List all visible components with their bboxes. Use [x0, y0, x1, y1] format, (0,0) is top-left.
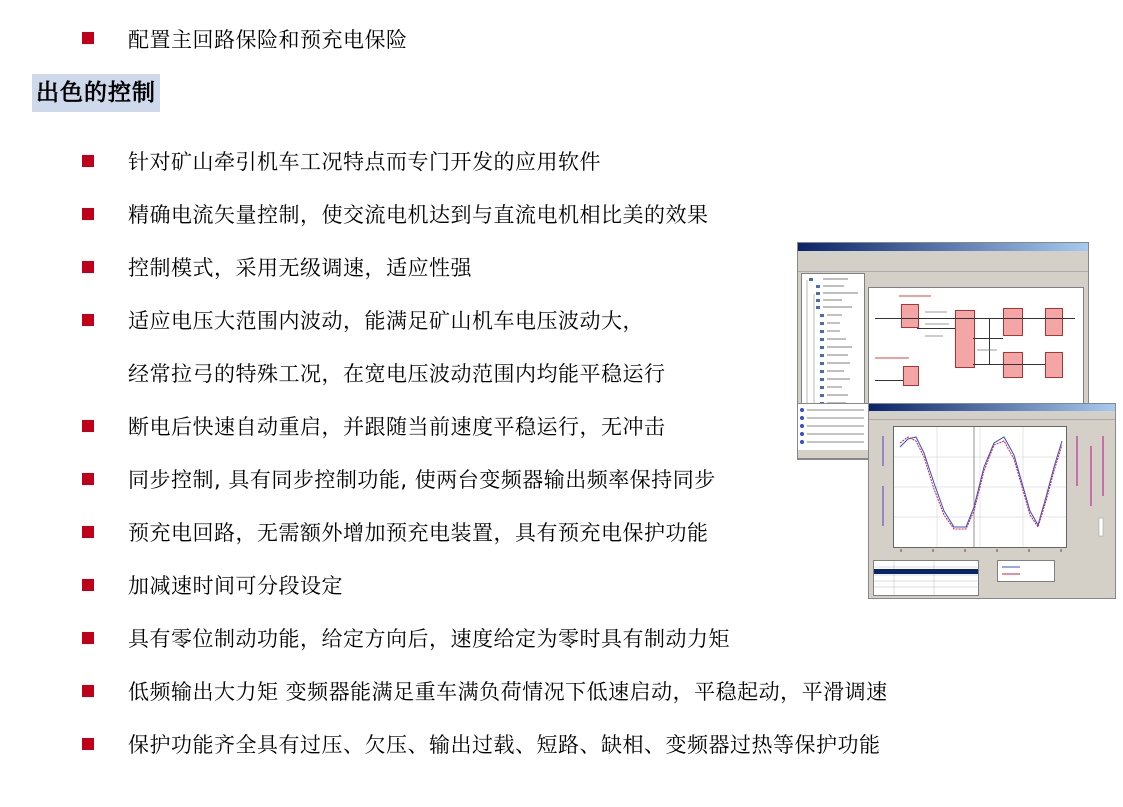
time-axis: [893, 547, 1065, 557]
trend-plot-area: [893, 426, 1067, 548]
bullet-marker: [82, 685, 94, 697]
bullet-text: 针对矿山牵引机车工况特点而专门开发的应用软件: [128, 150, 601, 174]
bullet-text: 低频输出大力矩 变频器能满足重车满负荷情况下低速启动，平稳起动，平滑调速: [128, 680, 888, 704]
bullet-text: 加减速时间可分段设定: [128, 574, 343, 598]
console-log-window: [797, 403, 869, 459]
window-toolbar: [869, 411, 1115, 420]
bullet-text-continued: 经常拉弓的特殊工况，在宽电压波动范围内均能平稳运行: [128, 362, 666, 386]
legend-lines: [998, 561, 1054, 581]
bullet-text: 预充电回路，无需额外增加预充电装置，具有预充电保护功能: [128, 521, 709, 545]
left-axis-labels: [873, 426, 891, 546]
console-log-lines: [798, 404, 868, 458]
signal-table-grid: [874, 561, 978, 595]
bullet-marker: [82, 208, 94, 220]
bullet-marker: [82, 632, 94, 644]
bullet-text: 精确电流矢量控制，使交流电机达到与直流电机相比美的效果: [128, 203, 709, 227]
software-screenshot-trend: [868, 403, 1116, 599]
legend-panel: [997, 560, 1055, 582]
bullet-marker: [82, 526, 94, 538]
window-titlebar: [869, 404, 1115, 411]
selected-signal-row: [874, 569, 978, 574]
bullet-marker: [82, 314, 94, 326]
section-heading: 出色的控制: [32, 74, 160, 112]
bullet-text: 具有零位制动功能，给定方向后，速度给定为零时具有制动力矩: [128, 627, 730, 651]
bullet-marker: [82, 32, 94, 44]
bullet-marker: [82, 420, 94, 432]
bullet-marker: [82, 261, 94, 273]
bullet-text: 断电后快速自动重启，并跟随当前速度平稳运行，无冲击: [128, 415, 666, 439]
bullet-text: 保护功能齐全具有过压、欠压、输出过载、短路、缺相、变频器过热等保护功能: [128, 733, 881, 757]
bullet-text: 适应电压大范围内波动，能满足矿山机车电压波动大，: [128, 309, 644, 333]
bullet-text: 控制模式，采用无级调速，适应性强: [128, 256, 472, 280]
bullet-marker: [82, 738, 94, 750]
bullet-text: 配置主回路保险和预充电保险: [128, 28, 408, 52]
window-toolbar: [798, 260, 1088, 272]
right-axis-labels: [1069, 426, 1111, 546]
window-titlebar: [798, 243, 1088, 251]
bullet-marker: [82, 473, 94, 485]
trend-curves: [894, 427, 1066, 547]
project-tree-lines: [802, 274, 864, 424]
signal-table: [873, 560, 979, 596]
bullet-text: 同步控制, 具有同步控制功能, 使两台变频器输出频率保持同步: [128, 468, 716, 492]
bullet-marker: [82, 579, 94, 591]
bullet-marker: [82, 155, 94, 167]
